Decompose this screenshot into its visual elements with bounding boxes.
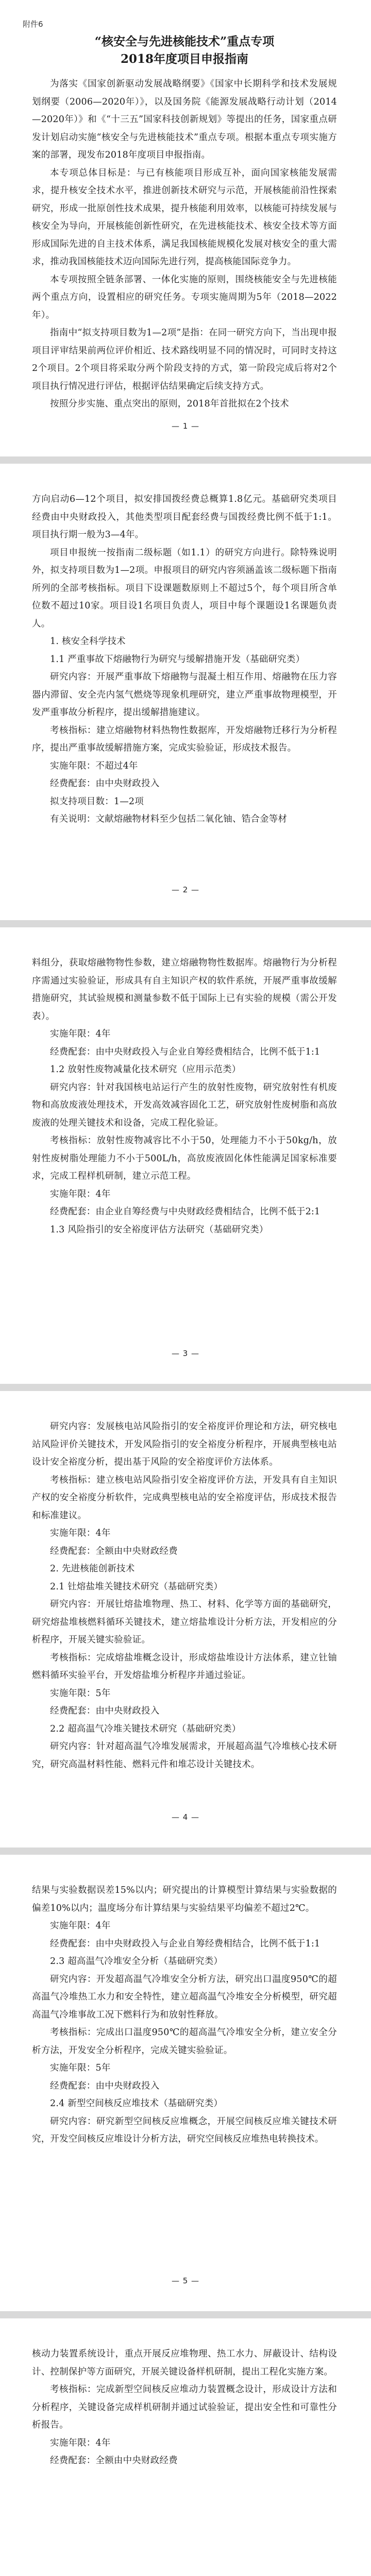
paragraph: 研究内容：开展严重事故下熔融物与混凝土相互作用、熔融物在压力容器内滞留、安全壳内氢气燃烧等现象机理研究，建立严重事故物理模型，开发严重事故分析程序，提出缓解措施建议。: [32, 672, 337, 718]
paragraph: 考核指标：放射性废物减容比不小于50，处理能力不小于50kg/h，放射性废树脂处理能力不小于500L/h，高放废液固化体性能满足国家标准要求，完成工程样机研制，建立示范工程。: [32, 1136, 337, 1181]
paragraph: 考核指标：完成出口温度950℃的超高温气冷堆安全分析，建立安全分析方法，开发安全分析程序，完成关键实验验证。: [32, 2027, 337, 2056]
paragraph: 方向启动6—12个项目，拟安排国拨经费总概算1.8亿元。基础研究类项目经费由中央财政投入，其他类型项目配套经费与国拨经费比例不低于1:1。项目执行期一般为3—4年。: [32, 494, 337, 540]
paragraph: 经费配套：由中央财政投入: [50, 2080, 160, 2091]
paragraph: 经费配套：由企业自筹经费与中央财政经费相结合，比例不低于2:1: [50, 1207, 321, 1217]
subsection-heading: 2.3 超高温气冷堆安全分析（基础研究类）: [50, 1956, 223, 1967]
page-number: — 1 —: [171, 421, 200, 431]
page-number: — 4 —: [171, 1812, 200, 1822]
paragraph: 实施年限：不超过4年: [50, 760, 138, 771]
document-page-2: [0, 464, 371, 920]
paragraph: 研究内容：开展钍熔盐堆物理、热工、材料、化学等方面的基础研究，研究熔盐堆核燃料循环关键技术，建立熔盐堆设计分析方法，开发相应的分析程序，开展关键实验验证。: [32, 1599, 337, 1645]
paragraph: 经费配套：由中央财政投入: [50, 778, 160, 789]
paragraph: 经费配套：全额由中央财政经费: [50, 2455, 178, 2466]
paragraph: 实施年限：4年: [50, 1029, 111, 1039]
paragraph: 考核指标：建立熔融物材料热物性数据库，开发熔融物迁移行为分析程序，提出严重事故缓解措施方案，完成实验验证，形成技术报告。: [32, 725, 337, 753]
paragraph: 本专项按照全链条部署、一体化实施的原则，围绕核能安全与先进核能两个重点方向，设置相应的研究任务。专项实施周期为5年（2018—2022年）。: [32, 274, 337, 320]
paragraph: 按照分步实施、重点突出的原则，2018年首批拟在2个技术: [50, 399, 289, 409]
paragraph: 实施年限：4年: [50, 1921, 111, 1931]
paragraph: 实施年限：4年: [50, 1189, 111, 1199]
document-page-5: [0, 1855, 371, 2311]
document-title-line1: “核安全与先进核能技术”重点专项: [94, 35, 275, 48]
paragraph: 考核指标：完成新型空间核反应堆动力装置概念设计，形成设计方法和分析程序，关键设备完成样机研制并通过试验验证，提出安全性和可靠性分析报告。: [32, 2384, 337, 2430]
subsection-heading: 2.2 超高温气冷堆关键技术研究（基础研究类）: [50, 1723, 241, 1734]
document-page-1: [0, 0, 371, 456]
paragraph: 结果与实验数据误差15%以内；研究提出的计算模型计算结果与实验数据的偏差10%以内；温度场分布计算结果与实验结果平均偏差不超过2℃。: [32, 1885, 337, 1913]
paragraph: 实施年限：4年: [50, 1528, 111, 1538]
paragraph: 经费配套：由中央财政投入: [50, 1706, 160, 1716]
page-number: — 5 —: [171, 2276, 200, 2285]
paragraph: 核动力装置系统设计，重点开展反应堆物理、热工水力、屏蔽设计、结构设计、控制保护等方面研究，开展关键设备样机研制，提出工程化实施方案。: [32, 2349, 337, 2377]
paragraph: 实施年限：5年: [50, 1688, 111, 1699]
paragraph: 经费配套：由中央财政投入与企业自筹经费相结合，比例不低于1:1: [50, 1938, 321, 1949]
paragraph: 实施年限：5年: [50, 2063, 111, 2073]
paragraph: 研究内容：针对我国核电站运行产生的放射性废物，研究放射性有机废物和高放废液处理技术，开发高效减容固化工艺，研究放射性废树脂和高放废液的处理关键技术和设备，完成工程化验证。: [32, 1082, 337, 1128]
paragraph: 料组分，获取熔融物物性参数，建立熔融物物性数据库。熔融物行为分析程序需通过实验验证，形成具有自主知识产权的软件系统，开展严重事故缓解措施研究，其试验规模和测量参数不低于国际上已有实验的规模（需公开发表）。: [32, 958, 337, 1022]
attachment-label: 附件6: [23, 20, 43, 29]
document-page-6: [0, 2318, 371, 2576]
paragraph: 拟支持项目数：1—2项: [50, 796, 144, 807]
paragraph: 研究内容：研究新型空间核反应堆概念，开展空间核反应堆关键技术研究，开发空间核反应堆设计分析方法，研究空间核反应堆热电转换技术。: [32, 2116, 337, 2144]
paragraph: 为落实《国家创新驱动发展战略纲要》《国家中长期科学和技术发展规划纲要（2006—2020年）》，以及国务院《能源发展战略行动计划（2014—2020年）》和《“十三五”国家科技创新规划》等提出的任务，国家重点研发计划启动实施“核安全与先进核能技术”重点专项。根据本重点专项实施方案的部署，现发布2018年度项目申报指南。: [32, 79, 337, 160]
paragraph: 考核指标：建立核电站风险指引安全裕度评价方法，开发具有自主知识产权的安全裕度分析软件，完成典型核电站的安全裕度评估，形成技术报告和标准建议。: [32, 1475, 337, 1521]
paragraph: 研究内容：针对超高温气冷堆发展需求，开展超高温气冷堆核心技术研究，研究高温材料性能、燃料元件和堆芯设计关键技术。: [32, 1741, 337, 1770]
paragraph: 实施年限：4年: [50, 2437, 111, 2448]
section-heading: 1. 核安全科学技术: [50, 636, 126, 647]
paragraph: 本专项总体目标是：与已有核能项目形成互补，面向国家核能发展需求，提升核安全技术水平，推进创新技术研究与示范，开展核能前沿性探索研究，形成一批原创性技术成果，提升核能利用效率，以核能可持续发展与核安全为导向，开展核能创新性研究，在先进核能技术、核安全技术等方面形成国际先进的自主技术体系，满足我国核能规模化发展对核安全的重大需求，推动我国核能技术迈向国际先进行列，提高核能国际竞争力。: [32, 167, 337, 267]
document-page-4: [0, 1391, 371, 1848]
page-number: — 3 —: [171, 1349, 200, 1358]
page-number: — 2 —: [171, 885, 200, 894]
subsection-heading: 2.1 钍熔盐堆关键技术研究（基础研究类）: [50, 1581, 223, 1592]
paragraph: 研究内容：发展核电站风险指引的安全裕度评价理论和方法，研究核电站风险评价关键技术，开发风险指引的安全裕度分析程序，开展典型核电站设计安全裕度分析，提出基于风险的安全裕度评价方法体系。: [32, 1421, 337, 1467]
paragraph: 考核指标：完成熔盐堆概念设计，形成熔盐堆设计方法体系，建立钍铀燃料循环实验平台，开发熔盐堆分析程序并通过验证。: [32, 1652, 337, 1681]
paragraph: 指南中“拟支持项目数为1—2项”是指：在同一研究方向下，当出现申报项目评审结果前两位评价相近、技术路线明显不同的情况时，可同时支持这2个项目。2个项目将采取分两个阶段支持的方式，第一阶段完成后将对2个项目执行情况进行评估，根据评估结果确定后续支持方式。: [32, 328, 337, 392]
document-page-3: [0, 927, 371, 1384]
paragraph: 经费配套：由中央财政投入与企业自筹经费相结合，比例不低于1:1: [50, 1046, 321, 1057]
paragraph: 有关说明：文献熔融物材料至少包括二氧化铀、锆合金等材: [50, 814, 288, 824]
subsection-heading: 1.2 放射性废物减量化技术研究（应用示范类）: [50, 1064, 241, 1075]
subsection-heading: 1.1 严重事故下熔融物行为研究与缓解措施开发（基础研究类）: [50, 654, 305, 665]
document-title-line2: 2018年度项目申报指南: [120, 52, 248, 66]
paragraph: 研究内容：开发超高温气冷堆安全分析方法，研究出口温度950℃的超高温气冷堆热工水力和安全特性，建立超高温气冷堆安全分析模型，研究超高温气冷堆事故工况下燃料行为和放射性释放。: [32, 1974, 337, 2020]
subsection-heading: 2.4 新型空间核反应堆技术（基础研究类）: [50, 2098, 223, 2109]
paragraph: 项目申报统一按指南二级标题（如1.1）的研究方向进行。除特殊说明外，拟支持项目数为1—2项。申报项目的研究内容须涵盖该二级标题下指南所列的全部考核指标。项目下设课题数原则上不超过5个，每个项目所含单位数不超过10家。项目设1名项目负责人，项目中每个课题设1名课题负责人。: [32, 547, 337, 629]
paragraph: 经费配套：全额由中央财政经费: [50, 1546, 178, 1556]
section-heading: 2. 先进核能创新技术: [50, 1564, 135, 1574]
subsection-heading: 1.3 风险指引的安全裕度评估方法研究（基础研究类）: [50, 1224, 268, 1235]
